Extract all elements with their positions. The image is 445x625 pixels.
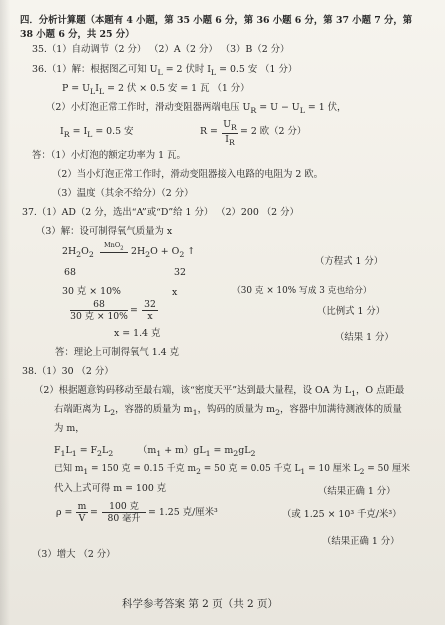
- q37-result-note: （结果 1 分）: [335, 332, 394, 343]
- q37-mass-32: 32: [174, 267, 186, 278]
- q38-line4: 为 m，: [54, 423, 85, 434]
- q38-line1: 38.（1）30 （2 分）: [22, 366, 114, 377]
- q37-mass-note: （30 克 × 10% 写成 3 克也给分）: [232, 286, 372, 296]
- q37-proportion-eq: =: [130, 305, 138, 316]
- section-header: 四．分析计算题（本题有 4 小题，第 35 小题 6 分，第 36 小题 6 分，第 37 小题 7 分，第 38 小题 6 分，共 25 分）: [20, 15, 413, 40]
- q37-answer: 答：理论上可制得氧气 1.4 克: [55, 347, 179, 358]
- q38-rho-fraction1: m V: [77, 501, 87, 525]
- q38-lever-substituted: $(m_1 + m)gL_1 = m_2gL_2$: [138, 445, 256, 458]
- q38-known-values: 已知 $m_1 = 150$ 克 = 0.15 千克 $m_2 = 50$ 克 = 0.05 千克 $L_1 = 10$ 厘米 $L_2 = 50$ 厘米: [54, 464, 410, 476]
- q38-part3: （3）增大 （2 分）: [32, 549, 116, 560]
- q38-lever-formula: $F_1L_1 = F_2L_2$: [54, 445, 114, 458]
- q36-line4: $I_R = I_L = 0.5$ 安: [60, 126, 134, 139]
- q36-resistance-fraction: $U_R$ $I_R$: [223, 119, 237, 147]
- q38-line3: 右端距离为 $L_2$，容器的质量为 $m_1$，钩码的质量为 $m_2$，容器中加满待测液体的质量: [54, 404, 402, 417]
- q37-equation-left: $2H_2O_2$: [62, 246, 94, 259]
- q36-answer3: （3）温度（其余不给分）（2 分）: [52, 188, 194, 199]
- q38-rho-fraction2: 100 克 80 毫升: [102, 502, 146, 523]
- q37-result: x = 1.4 克: [114, 328, 161, 339]
- q36-resistance-result: = 2 欧（2 分）: [240, 126, 307, 137]
- q37-mass-given: 30 克 × 10%: [62, 286, 121, 297]
- q37-line2: （3）解：设可制得氧气质量为 x: [36, 226, 173, 237]
- q37-catalyst: MnO$_2$: [104, 241, 124, 252]
- q37-proportion-right: 32 x: [142, 300, 158, 321]
- q38-line2: （2）根据题意钩码移动至最右端，该“密度天平”达到最大量程，设 OA 为 $L_1$，O 点距最: [34, 385, 405, 398]
- q36-line1: 36.（1）解：根据图乙可知 $U_L = 2$ 伏时 $I_L = 0.5$ 安 （1 分）: [32, 64, 298, 77]
- q36-resistance-label: R =: [200, 126, 218, 137]
- q36-answer1: 答：（1）小灯泡的额定功率为 1 瓦。: [32, 150, 186, 161]
- q37-equation-note: （方程式 1 分）: [315, 256, 384, 267]
- q38-substitution-note: （结果正确 1 分）: [318, 486, 396, 497]
- q38-substitution: 代入上式可得 m = 100 克: [54, 483, 167, 494]
- q37-proportion-left: 68 30 克 × 10%: [70, 299, 128, 323]
- q37-proportion-note: （比例式 1 分）: [317, 306, 386, 317]
- q35-answer: 35.（1）自动调节（2 分） （2）A（2 分） （3）B（2 分）: [32, 44, 290, 55]
- q38-rho-alt: （或 1.25 × 10³ 千克/米³）: [282, 509, 402, 520]
- q36-line3: （2）小灯泡正常工作时，滑动变阻器两端电压 $U_R = U - U_L = 1$ 伏，: [46, 102, 347, 115]
- q37-mass-68: 68: [64, 267, 76, 278]
- q38-rho-eq: =: [90, 507, 98, 518]
- q38-rho-label: ρ =: [56, 507, 73, 518]
- q38-rho-result: = 1.25 克/厘米³: [148, 507, 218, 518]
- q36-answer2: （2）当小灯泡正常工作时，滑动变阻器接入电路的电阻为 2 欧。: [52, 169, 324, 180]
- q37-line1: 37.（1）AD（2 分，选出“A”或“D”给 1 分） （2）200 （2 分）: [22, 207, 299, 218]
- q36-line2: $P = U_LI_L = 2$ 伏 × 0.5 安 = 1 瓦 （1 分）: [62, 83, 250, 96]
- page-footer: 科学参考答案 第 2 页（共 2 页）: [122, 598, 279, 610]
- q38-rho-note: （结果正确 1 分）: [322, 536, 400, 547]
- section-header-line1: [20, 14, 420, 42]
- page-edge-shadow: [0, 0, 10, 625]
- q37-reaction-arrow: [100, 252, 128, 253]
- q37-equation-right: $2H_2O + O_2$ ↑: [131, 246, 196, 259]
- q37-mass-x: x: [172, 287, 178, 298]
